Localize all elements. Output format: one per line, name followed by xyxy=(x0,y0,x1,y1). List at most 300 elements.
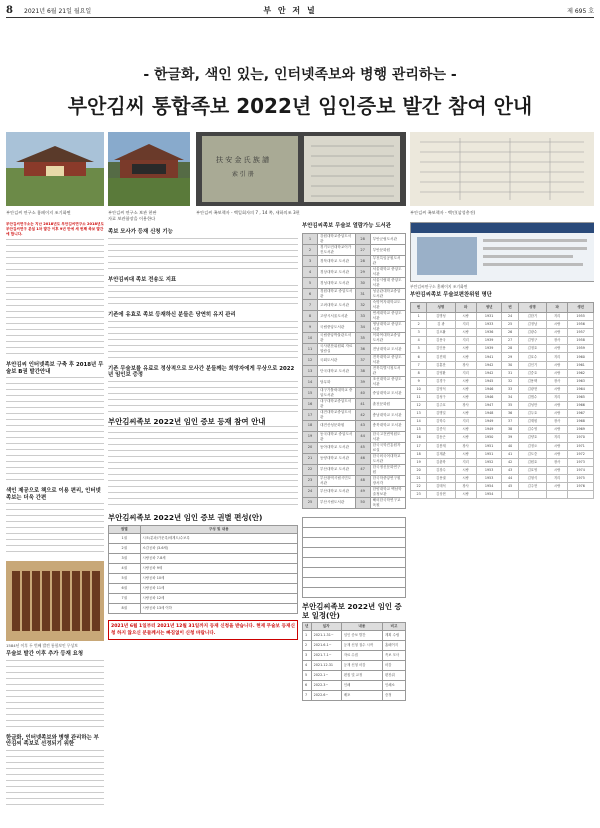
library-name: 영남대학교 중앙도서관 xyxy=(370,322,405,333)
committee-cell: 장사 xyxy=(455,482,476,490)
library-number: 30 xyxy=(355,278,370,289)
committee-cell: 1976 xyxy=(568,482,594,490)
library-number: 21 xyxy=(303,453,318,464)
library-number: 17 xyxy=(303,410,318,421)
intro-text: 부안김씨연구소는 지난 2018년도 부안김씨연구소 2018년도 부안김씨연구 분설 1차 발간 이후 9년 만에 세 번째 족보 발간에 합니다. xyxy=(6,222,104,236)
library-number: 24 xyxy=(303,486,318,497)
library-number: 31 xyxy=(355,289,370,300)
library-number: 7 xyxy=(303,300,318,311)
committee-cell xyxy=(547,491,568,499)
committee-cell: 김 광 xyxy=(427,321,455,329)
library-number: 10 xyxy=(303,333,318,344)
library-row xyxy=(303,267,406,278)
committee-cell: 32 xyxy=(502,377,518,385)
committee-cell: 김용권 xyxy=(427,474,455,482)
committee-header: 파 xyxy=(455,303,476,313)
committee-cell: 37 xyxy=(502,418,518,426)
library-row xyxy=(303,322,406,333)
committee-cell: 35 xyxy=(502,402,518,410)
committee-cell: 지리 xyxy=(455,337,476,345)
schedule-row xyxy=(303,690,406,700)
committee-cell: 장사 xyxy=(547,337,568,345)
schedule-cell: 1 xyxy=(303,630,312,640)
committee-cell: 김영석 xyxy=(427,385,455,393)
committee-cell: 장사 xyxy=(455,361,476,369)
committee-cell: 11 xyxy=(411,393,427,401)
committee-cell: 시랑 xyxy=(455,474,476,482)
volume-row xyxy=(109,553,298,563)
committee-cell: 25 xyxy=(502,321,518,329)
library-number: 40 xyxy=(355,388,370,399)
library-name: 한국고전번역원도서관 xyxy=(370,431,405,442)
volume-row xyxy=(109,573,298,583)
committee-cell: 1939 xyxy=(476,337,502,345)
committee-cell: 2 xyxy=(411,321,427,329)
schedule-cell: 6 xyxy=(303,680,312,690)
library-name: 국사편찬위원회 자료열람실 xyxy=(318,344,356,355)
committee-cell: 김병일 xyxy=(427,410,455,418)
library-name: 이화여대학교중앙도서관 xyxy=(370,333,405,344)
committee-cell: 1946 xyxy=(476,393,502,401)
schedule-cell: 2021.6.1~ xyxy=(311,640,341,650)
committee-table xyxy=(410,302,594,499)
committee-cell: 1939 xyxy=(476,345,502,353)
committee-cell: 6 xyxy=(411,353,427,361)
committee-cell: 16 xyxy=(411,434,427,442)
svg-text:扶 安 金 氏 族 譜: 扶 安 金 氏 族 譜 xyxy=(216,156,270,164)
committee-cell: 시랑 xyxy=(455,353,476,361)
committee-cell: 1953 xyxy=(476,474,502,482)
library-name: 경북대학교 도서관 xyxy=(318,256,356,267)
col3-heading-1: 부안김씨족보 무술보 열람가능 도서관 xyxy=(302,223,391,229)
volume-content: 시랑공파 11세 xyxy=(140,583,297,593)
col2-heading-6: 부안김씨족보 2022년 임인 증보 권별 편성(안) xyxy=(108,512,263,522)
schedule-row xyxy=(303,650,406,660)
library-number: 49 xyxy=(355,486,370,497)
library-number: 20 xyxy=(303,442,318,453)
committee-row xyxy=(411,321,594,329)
library-number: 37 xyxy=(355,355,370,366)
committee-cell: 1962 xyxy=(568,369,594,377)
schedule-table xyxy=(302,622,406,701)
library-number: 44 xyxy=(355,431,370,442)
library-name: 부산대학교 도서관 xyxy=(318,464,356,475)
library-number: 48 xyxy=(355,475,370,486)
committee-header: 생년 xyxy=(568,303,594,313)
committee-cell: 9 xyxy=(411,377,427,385)
committee-cell: 김태석 xyxy=(427,482,455,490)
committee-header: 생년 xyxy=(476,303,502,313)
committee-cell: 1964 xyxy=(568,385,594,393)
committee-cell: 김정남 xyxy=(518,321,546,329)
library-name: 강원대학교중앙도서관 xyxy=(318,234,356,245)
committee-cell: 7 xyxy=(411,361,427,369)
committee-cell: 34 xyxy=(502,393,518,401)
library-table xyxy=(302,233,406,509)
schedule-cell: 편집 및 교정 xyxy=(341,670,382,680)
library-name: 서울시립대 중앙도서관 xyxy=(370,278,405,289)
committee-cell: 1974 xyxy=(568,466,594,474)
schedule-cell: 2021.1.31~ xyxy=(311,630,341,640)
committee-header: 성명 xyxy=(518,303,546,313)
committee-cell: 21 xyxy=(411,474,427,482)
committee-row xyxy=(411,434,594,442)
genealogy-index-photo xyxy=(410,132,594,206)
library-row xyxy=(303,431,406,442)
committee-cell: 시랑 xyxy=(455,434,476,442)
library-row xyxy=(303,475,406,486)
committee-cell: 43 xyxy=(502,466,518,474)
library-name: 대전대학교중앙도서관 xyxy=(318,410,356,421)
library-number: 25 xyxy=(303,497,318,508)
committee-cell: 김창수 xyxy=(427,466,455,474)
library-number: 33 xyxy=(355,311,370,322)
schedule-cell: 인쇄 xyxy=(341,680,382,690)
library-row xyxy=(303,464,406,475)
schedule-row xyxy=(303,640,406,650)
volume-label: 6권 xyxy=(109,583,141,593)
volume-content: 시조/분파/가문록/세계도/수보록 xyxy=(140,533,297,543)
committee-cell: 김호영 xyxy=(518,466,546,474)
committee-row xyxy=(411,410,594,418)
volume-label: 1권 xyxy=(109,533,141,543)
schedule-row xyxy=(303,660,406,670)
committee-cell: 1975 xyxy=(568,474,594,482)
committee-cell: 1947 xyxy=(476,402,502,410)
library-row xyxy=(303,377,406,388)
library-number: 11 xyxy=(303,344,318,355)
committee-cell: 20 xyxy=(411,466,427,474)
committee-cell: 1960 xyxy=(568,353,594,361)
committee-cell: 김형식 xyxy=(518,474,546,482)
committee-cell: 김원호 xyxy=(518,458,546,466)
library-name: 충북대학교 도서관 xyxy=(370,421,405,432)
homepage-screenshot xyxy=(410,222,594,282)
committee-row xyxy=(411,345,594,353)
schedule-cell: 2021.7.1~ xyxy=(311,650,341,660)
committee-cell: 1951 xyxy=(476,450,502,458)
committee-cell: 40 xyxy=(502,442,518,450)
committee-row xyxy=(411,329,594,337)
committee-cell: 1953 xyxy=(476,466,502,474)
registration-notice: 2021년 6월 1일부터 2021년 12월 31일까지 등재 신청을 받습니다. 현재 무술보 등재신청 하지 않으신 분들께서는 빠짐없이 신청 바랍니다. xyxy=(108,620,298,640)
committee-cell: 1954 xyxy=(476,491,502,499)
volume-content: 시랑공파 13세 이하 xyxy=(140,603,297,613)
committee-cell: 시랑 xyxy=(455,313,476,321)
committee-cell: 1968 xyxy=(568,418,594,426)
library-name: 춘천문화원 xyxy=(370,399,405,410)
committee-cell: 1949 xyxy=(476,418,502,426)
committee-cell: 김용국 xyxy=(427,337,455,345)
committee-cell: 김성만 xyxy=(518,402,546,410)
library-name: 전북특별시청도서관 xyxy=(370,366,405,377)
date: 2021년 6월 21일 월요일 xyxy=(24,8,92,15)
library-number: 47 xyxy=(355,464,370,475)
library-name: 대구가톨릭대학교 중앙도서관 xyxy=(318,388,356,399)
committee-header: 파 xyxy=(547,303,568,313)
library-number: 28 xyxy=(355,256,370,267)
schedule-cell: 2022.6~ xyxy=(311,690,341,700)
committee-row xyxy=(411,418,594,426)
committee-cell: 김훈찬 xyxy=(427,361,455,369)
committee-cell: 1957 xyxy=(568,329,594,337)
col4-heading-1: 부안김씨족보 무술보편찬위원 명단 xyxy=(410,292,492,298)
committee-cell: 15 xyxy=(411,426,427,434)
committee-cell: 김한기 xyxy=(518,313,546,321)
committee-cell: 지리 xyxy=(455,458,476,466)
library-row xyxy=(303,388,406,399)
library-number: 39 xyxy=(355,377,370,388)
library-name: 한국학중앙연구원장서각 xyxy=(370,475,405,486)
library-row xyxy=(303,289,406,300)
committee-cell: 김호수 xyxy=(518,353,546,361)
library-name: 연세대학교 중앙도서관 xyxy=(370,311,405,322)
committee-cell: 지리 xyxy=(547,393,568,401)
committee-cell: 김봉재 xyxy=(427,442,455,450)
committee-cell: 시랑 xyxy=(455,426,476,434)
committee-cell: 장사 xyxy=(547,418,568,426)
library-number: 28 xyxy=(355,234,370,245)
committee-row xyxy=(411,474,594,482)
schedule-cell: 계획 수립 xyxy=(382,630,405,640)
col1-heading-1: 부안김씨 인터넷족보 구축 후 2018년 무술보 B권 발간안내 xyxy=(6,362,104,375)
library-number: 14 xyxy=(303,377,318,388)
committee-row xyxy=(411,313,594,321)
volumes-header: 구성 및 내용 xyxy=(140,525,297,533)
committee-cell: 1972 xyxy=(568,450,594,458)
library-number: 46 xyxy=(355,453,370,464)
committee-cell: 김광현 xyxy=(518,385,546,393)
committee-cell xyxy=(568,491,594,499)
committee-cell: 김인용 xyxy=(427,345,455,353)
committee-cell: 김인기 xyxy=(518,361,546,369)
committee-header: 번 xyxy=(502,303,518,313)
library-name: 경기도민대학교이가진도서관 xyxy=(318,245,356,256)
svg-text:索 引 册: 索 引 册 xyxy=(232,171,254,178)
library-name: 국립중앙도서관 xyxy=(318,322,356,333)
volume-label: 4권 xyxy=(109,563,141,573)
committee-cell: 1949 xyxy=(476,426,502,434)
committee-row xyxy=(411,458,594,466)
committee-cell: 1948 xyxy=(476,410,502,418)
schedule-header: 비고 xyxy=(382,622,405,630)
library-number: 3 xyxy=(303,256,318,267)
committee-cell: 시랑 xyxy=(547,345,568,353)
committee-row xyxy=(411,482,594,490)
schedule-cell: 편찬위 xyxy=(382,670,405,680)
committee-cell: 44 xyxy=(502,474,518,482)
library-name: 고양시서울도서관 xyxy=(318,311,356,322)
schedule-row xyxy=(303,630,406,640)
subtitle: - 한글화, 색인 있는, 인터넷족보와 병행 관리하는 - xyxy=(143,67,457,83)
committee-cell: 지리 xyxy=(547,474,568,482)
schedule-cell: 3 xyxy=(303,650,312,660)
book-collection-photo xyxy=(6,561,104,641)
committee-cell: 시랑 xyxy=(455,329,476,337)
committee-cell: 33 xyxy=(502,385,518,393)
library-row xyxy=(303,278,406,289)
schedule-header: 년 xyxy=(303,622,312,630)
schedule-cell: 2 xyxy=(303,640,312,650)
library-name: 경상대학교 도서관 xyxy=(318,267,356,278)
committee-cell: 1967 xyxy=(568,410,594,418)
committee-row xyxy=(411,426,594,434)
library-name: 조선대학교 중앙도서관 xyxy=(370,377,405,388)
detail-row xyxy=(303,527,406,537)
caption-signboard-2: 자료 보관함장을 이용한다 xyxy=(108,216,156,221)
library-number: 43 xyxy=(355,421,370,432)
caption-collection: 1584년 이후 두 번째 발견 통합보인 무상보 xyxy=(6,643,78,648)
committee-cell: 시랑 xyxy=(455,385,476,393)
committee-cell: 13 xyxy=(411,410,427,418)
library-number: 8 xyxy=(303,311,318,322)
committee-cell: 김광수 xyxy=(518,329,546,337)
library-number: 50 xyxy=(355,497,370,508)
committee-row xyxy=(411,385,594,393)
schedule-cell: 등재 신청 접수 시작 xyxy=(341,640,382,650)
library-name: 한국정신문화연구원 xyxy=(370,464,405,475)
library-name: 동양대학교 도서관 xyxy=(318,453,356,464)
library-name: 서울대학교 중앙도서관 xyxy=(370,267,405,278)
committee-cell: 시랑 xyxy=(547,329,568,337)
committee-cell: 14 xyxy=(411,418,427,426)
library-name: 한국외국어대학교도서관 xyxy=(370,453,405,464)
committee-cell: 1973 xyxy=(568,458,594,466)
committee-cell: 3 xyxy=(411,329,427,337)
committee-cell: 1956 xyxy=(568,321,594,329)
library-name: 경성대학교 도서관 xyxy=(318,278,356,289)
committee-row xyxy=(411,450,594,458)
committee-cell: 김주호 xyxy=(427,402,455,410)
col2-heading-4: 기존 무술보를 유료로 정상적으로 모사간 분들께는 희망자에게 무상으로 2022년 임인보 증정 xyxy=(108,365,295,378)
volume-label: 7권 xyxy=(109,593,141,603)
committee-cell: 김재관 xyxy=(427,450,455,458)
committee-cell: 24 xyxy=(502,313,518,321)
committee-cell: 장사 xyxy=(455,442,476,450)
committee-cell: 1969 xyxy=(568,426,594,434)
committee-row xyxy=(411,369,594,377)
committee-cell: 김영구 xyxy=(518,337,546,345)
committee-cell: 1970 xyxy=(568,434,594,442)
volume-row xyxy=(109,563,298,573)
library-number: 4 xyxy=(303,267,318,278)
committee-cell: 김두호 xyxy=(518,410,546,418)
library-number: 23 xyxy=(303,475,318,486)
committee-cell: 1951 xyxy=(476,442,502,450)
committee-cell: 시랑 xyxy=(455,410,476,418)
committee-cell: 김동곤 xyxy=(427,434,455,442)
library-number: 45 xyxy=(355,442,370,453)
col1-heading-4: 한글화, 인터넷족보와 병행 관리하는 부안김씨 족보로 선정되기 위한 xyxy=(6,734,99,747)
volume-row xyxy=(109,543,298,553)
committee-cell: 김병성 xyxy=(427,313,455,321)
committee-cell: 시랑 xyxy=(547,361,568,369)
volume-row xyxy=(109,533,298,543)
column-2 xyxy=(108,226,298,822)
library-name: 부산광역시립시민도서관 xyxy=(318,475,356,486)
committee-cell: 시랑 xyxy=(455,491,476,499)
committee-cell: 1945 xyxy=(476,377,502,385)
committee-cell: 시랑 xyxy=(455,466,476,474)
committee-cell: 김상현 xyxy=(427,491,455,499)
committee-cell: 23 xyxy=(411,491,427,499)
library-row xyxy=(303,344,406,355)
signboard-photo xyxy=(108,132,190,206)
committee-row xyxy=(411,491,594,499)
committee-cell: 1933 xyxy=(476,321,502,329)
committee-cell: 18 xyxy=(411,450,427,458)
committee-cell: 28 xyxy=(502,345,518,353)
library-row xyxy=(303,256,406,267)
schedule-cell: 2022.3~ xyxy=(311,680,341,690)
library-name: 전남대학교 도서관 xyxy=(370,344,405,355)
committee-cell: 1942 xyxy=(476,369,502,377)
committee-cell: 시랑 xyxy=(547,321,568,329)
genealogy-book-photo xyxy=(196,132,406,206)
committee-cell: 김수영 xyxy=(518,426,546,434)
library-name: 한양대학교 백남학술정보관 xyxy=(370,486,405,497)
committee-cell: 시랑 xyxy=(547,426,568,434)
committee-cell: 김정호 xyxy=(518,345,546,353)
detail-row xyxy=(303,517,406,527)
library-number: 35 xyxy=(355,333,370,344)
library-row xyxy=(303,245,406,256)
committee-row xyxy=(411,361,594,369)
col2-heading-1: 족보 모사가 등재 신청 기능 xyxy=(108,229,173,235)
col3-heading-2: 부안김씨족보 2022년 임인 증보 일정(안) xyxy=(302,601,402,620)
committee-cell: 김양호 xyxy=(518,434,546,442)
schedule-row xyxy=(303,680,406,690)
committee-cell: 시랑 xyxy=(547,466,568,474)
committee-row xyxy=(411,353,594,361)
committee-cell: 38 xyxy=(502,426,518,434)
library-name: 부천특임공원도서관 xyxy=(370,256,405,267)
library-name: 국회도서관 xyxy=(318,355,356,366)
committee-cell: 지리 xyxy=(455,321,476,329)
library-name: 담무화 xyxy=(318,377,356,388)
volume-label: 2권 xyxy=(109,543,141,553)
library-row xyxy=(303,355,406,366)
committee-row xyxy=(411,466,594,474)
schedule-cell: 배포 xyxy=(341,690,382,700)
main-title: 부안김씨 통합족보 2022년 임인증보 발간 참여 안내 xyxy=(67,94,533,118)
library-row xyxy=(303,442,406,453)
committee-cell: 김범수 xyxy=(518,393,546,401)
library-number: 6 xyxy=(303,289,318,300)
committee-cell: 1961 xyxy=(568,361,594,369)
schedule-cell: 증정 xyxy=(382,690,405,700)
committee-cell: 1954 xyxy=(476,482,502,490)
col2-heading-3: 기존에 유효로 족보 등재하신 분들은 당연히 유지 관리 xyxy=(108,312,236,318)
schedule-header: 일자 xyxy=(311,622,341,630)
committee-cell: 5 xyxy=(411,345,427,353)
library-number: 32 xyxy=(355,300,370,311)
committee-row xyxy=(411,402,594,410)
library-number: 18 xyxy=(303,421,318,432)
library-number: 42 xyxy=(355,410,370,421)
committee-cell: 시랑 xyxy=(455,450,476,458)
caption-homepage-2: 부안김씨연구소 홈페이지 조기화면 xyxy=(410,284,468,289)
library-row xyxy=(303,486,406,497)
committee-cell: 30 xyxy=(502,361,518,369)
library-name: 동아대학교 도서관 xyxy=(318,442,356,453)
committee-cell: 김재원 xyxy=(518,418,546,426)
committee-cell: 22 xyxy=(411,482,427,490)
committee-cell: 1955 xyxy=(568,313,594,321)
schedule-cell: 5 xyxy=(303,670,312,680)
volume-row xyxy=(109,583,298,593)
library-number: 9 xyxy=(303,322,318,333)
